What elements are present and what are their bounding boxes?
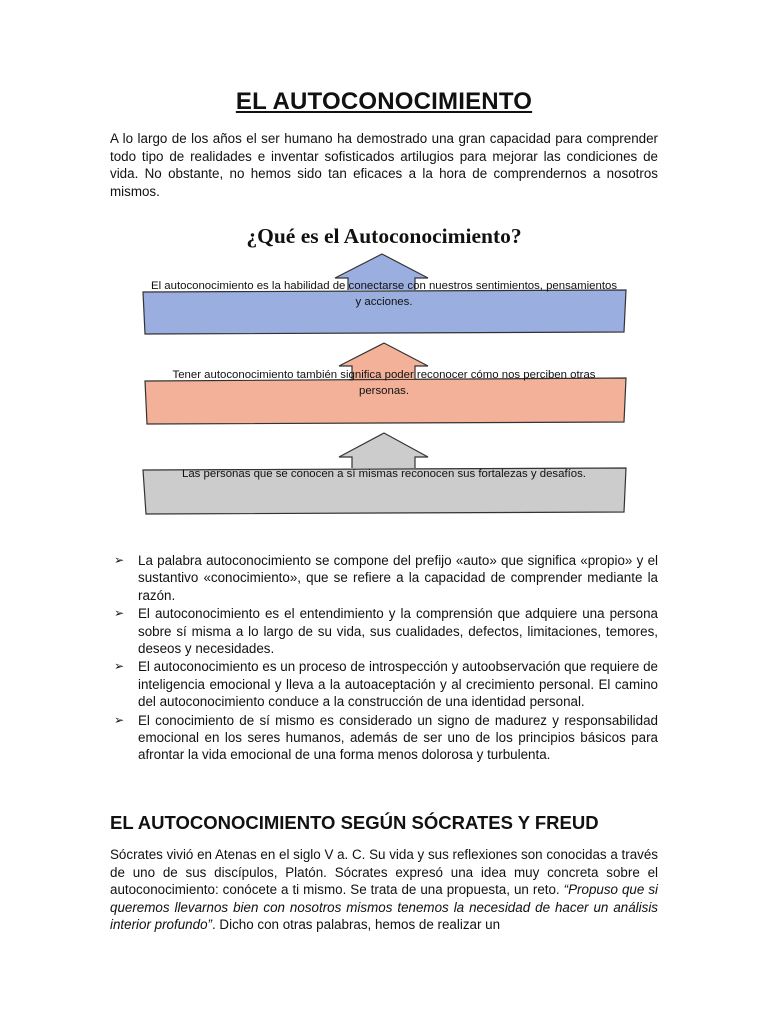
section-heading: EL AUTOCONOCIMIENTO SEGÚN SÓCRATES Y FREUD	[110, 812, 599, 833]
arrowhead-bullet-icon: ➢	[114, 606, 125, 621]
socrates-quote: “Propuso que si queremos llevarnos bien con nosotros mismos tenemos la necesidad de hacer un análisis interior profundo”	[110, 882, 658, 933]
arrowhead-bullet-icon: ➢	[114, 553, 125, 567]
list-item	[114, 658, 658, 710]
arrowhead-bullet-icon: ➢	[114, 659, 125, 674]
list-item-text: El conocimiento de sí mismo es considerado un signo de madurez y responsabilidad emocional en los seres humanos, además de ser uno de los principios básicos para afrontar la vida emocional de una forma menos dolorosa y turbulenta.	[138, 712, 658, 763]
page-title: EL AUTOCONOCIMIENTO	[235, 88, 533, 115]
arrowhead-bullet-icon: ➢	[114, 712, 125, 727]
list-item-text: La palabra autoconocimiento se compone del prefijo «auto» que significa «propio» y el sustantivo «conocimiento», que se refiere a la capacidad de comprender mediante la razón.	[138, 553, 658, 603]
list-item	[114, 552, 658, 604]
diagram-box-3-text: Las personas que se conocen a sí mismas reconocen sus fortalezas y desafíos.	[182, 468, 586, 480]
intro-paragraph: A lo largo de los años el ser humano ha demostrado una gran capacidad para comprender todo tipo de realidades e inventar sofisticados artilugios para mejorar las condiciones de vida. No obstante, no hemos sido tan eficaces a la hora de comprendernos a nosotros mismos.	[110, 131, 658, 199]
socrates-paragraph	[110, 846, 658, 934]
diagram-title: ¿Qué es el Autoconocimiento?	[246, 224, 522, 248]
bullet-list	[114, 552, 658, 765]
diagram-box-2-text: Tener autoconocimiento también significa poder reconocer cómo nos perciben otras personas.	[172, 369, 596, 397]
list-item-text: El autoconocimiento es el entendimiento y la comprensión que adquiere una persona sobre sí misma a lo largo de su vida, sus cualidades, defectos, limitaciones, temores, deseos y necesidades.	[138, 606, 658, 657]
list-item	[114, 712, 658, 764]
socrates-text: Sócrates vivió en Atenas en el siglo V a. C. Su vida y sus reflexiones son conocidas a través de uno de sus discípulos, Platón. Sócrates expresó una idea muy concreta sobre el autoconocimiento: conócete a ti mismo. Se trata de una propuesta, un reto.	[110, 847, 658, 898]
box-3-arrow	[339, 433, 428, 468]
socrates-text-continued: . Dicho con otras palabras, hemos de realizar un	[211, 917, 501, 933]
diagram-box-1-text: El autoconocimiento es la habilidad de conectarse con nuestros sentimientos, pensamientos y acciones.	[150, 280, 618, 308]
list-item-text: El autoconocimiento es un proceso de introspección y autoobservación que requiere de inteligencia emocional y lleva a la autoaceptación y al crecimiento personal. El camino del autoconocimiento conduce a la construcción de una identidad personal.	[138, 659, 658, 710]
list-item	[114, 605, 658, 657]
